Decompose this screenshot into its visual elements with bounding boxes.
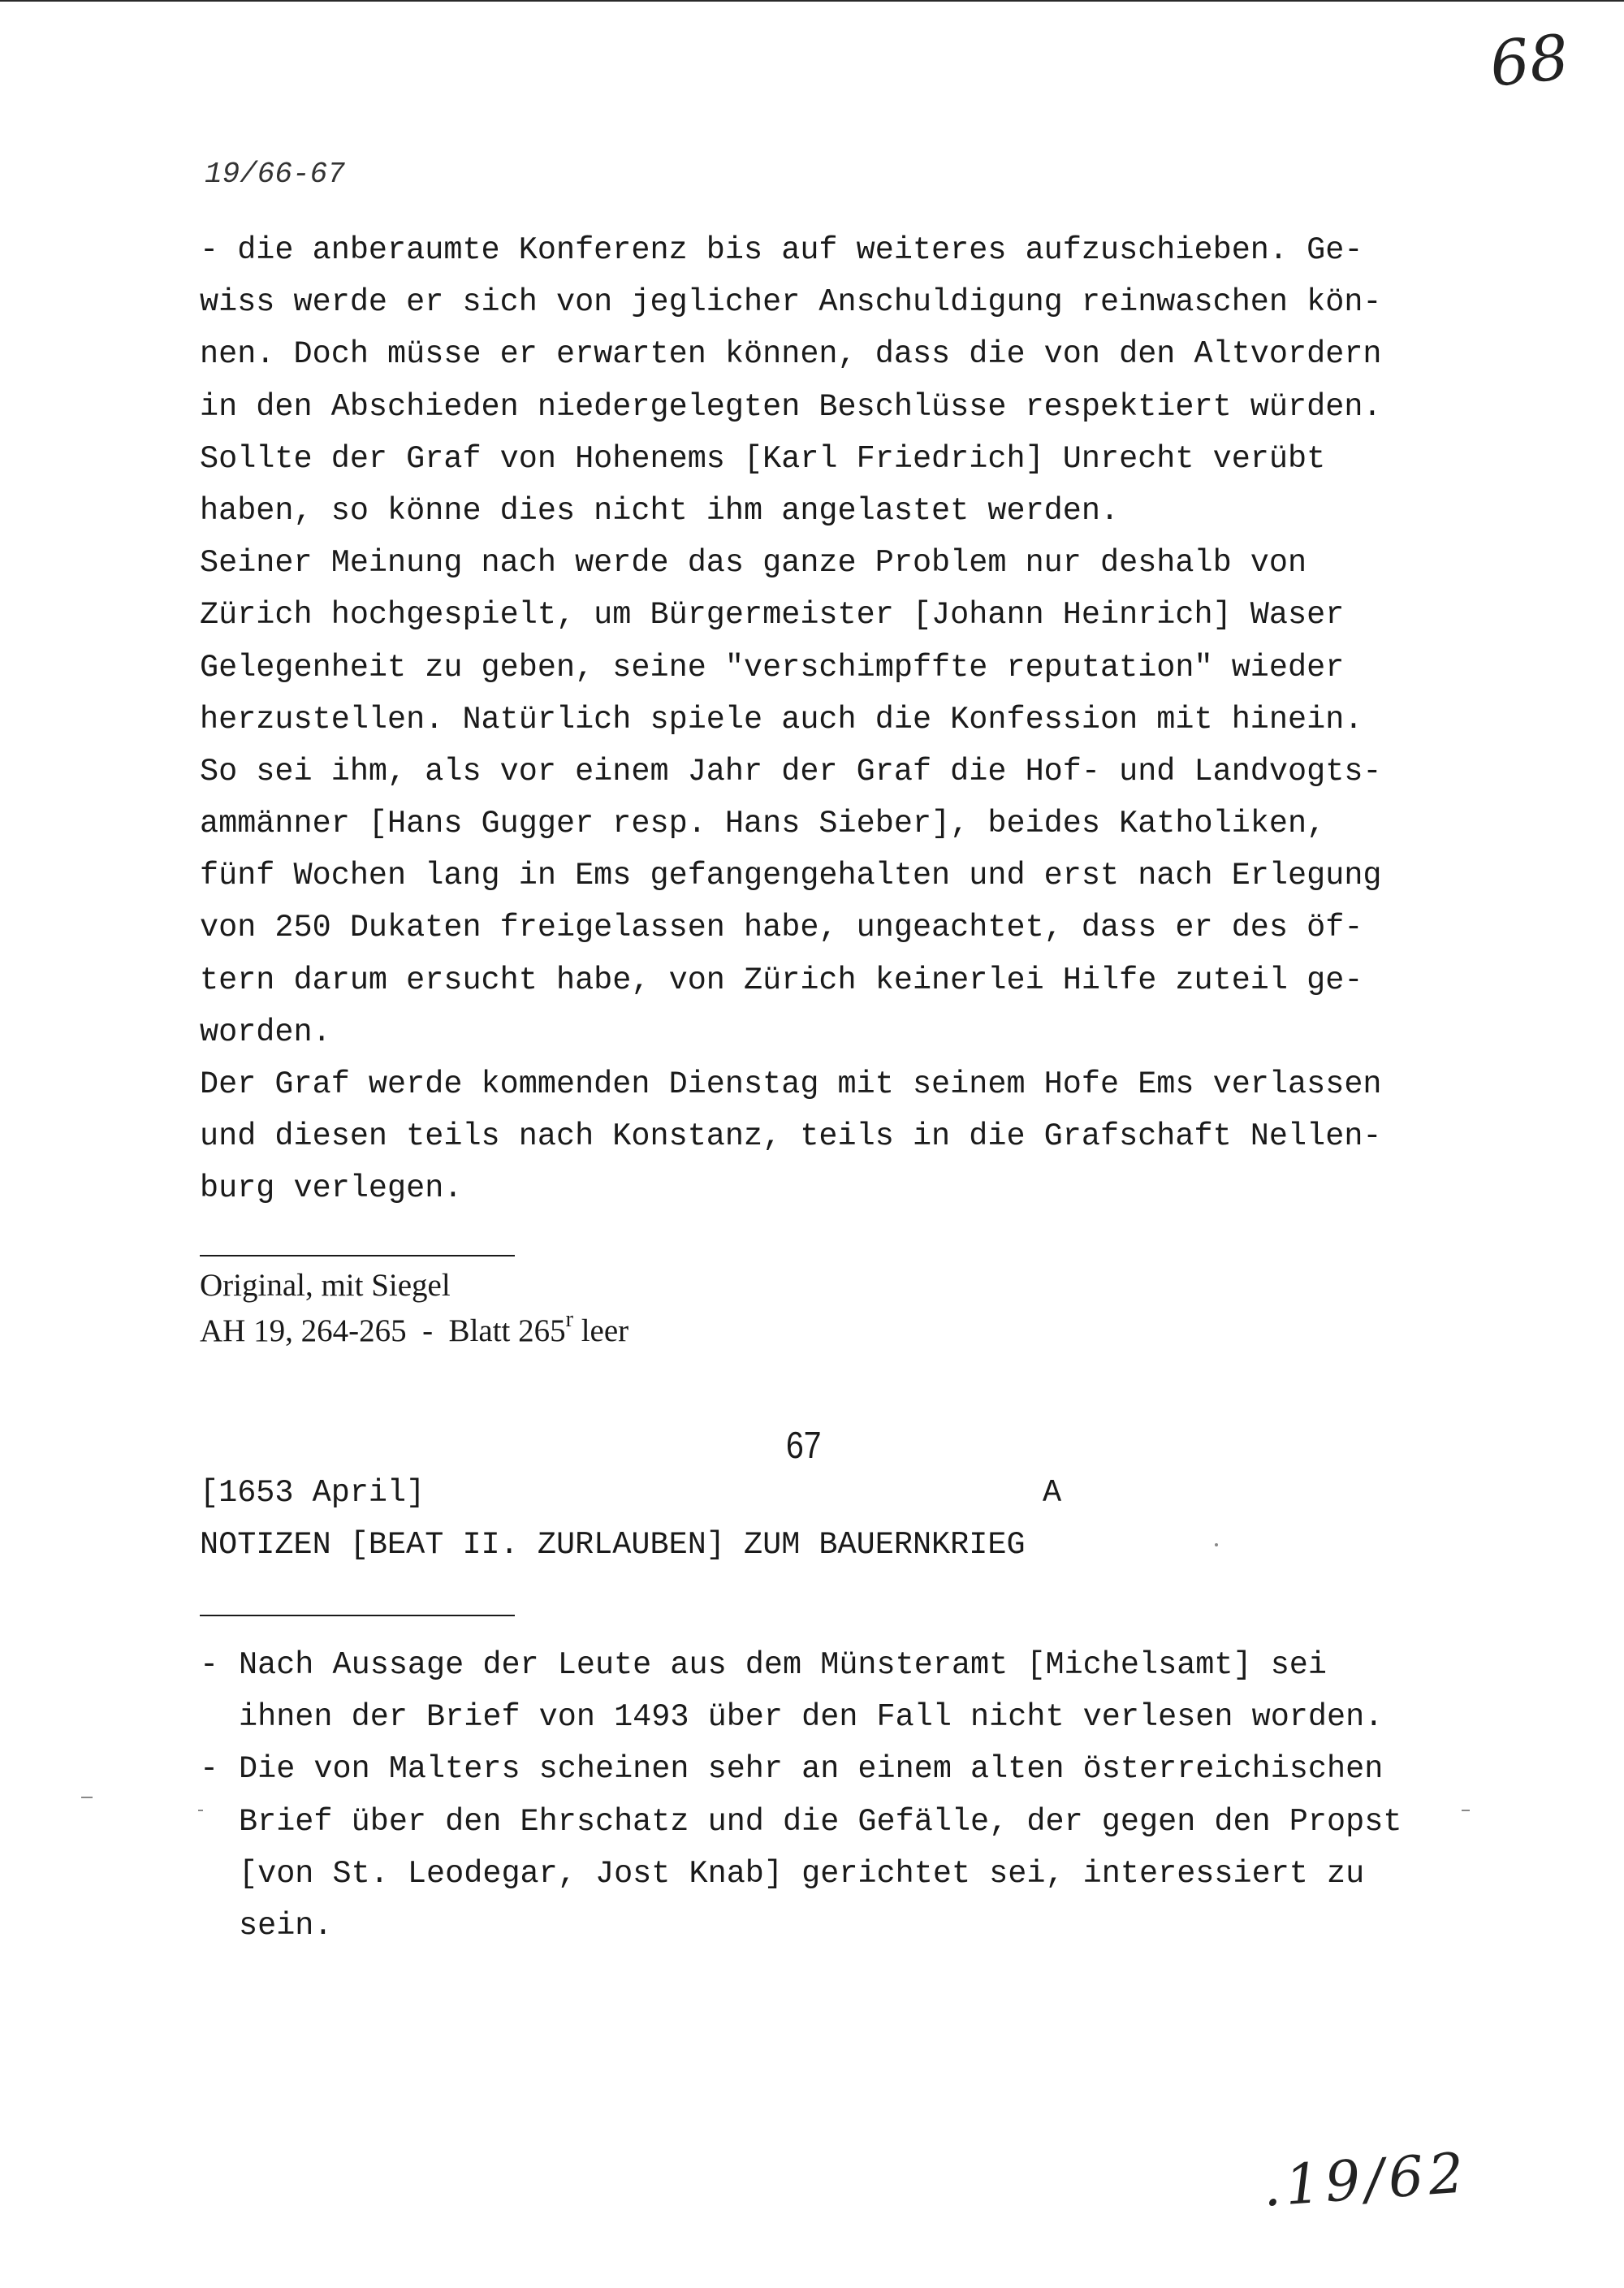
text-line: Brief über den Ehrschatz und die Gefälle, der gegen den Propst — [239, 1803, 1402, 1840]
text-line: von 250 Dukaten freigelassen habe, ungeachtet, dass er des öf- — [200, 910, 1363, 946]
text-line: ihnen der Brief von 1493 über den Fall nicht verlesen worden. — [239, 1699, 1384, 1736]
text-line: ammänner [Hans Gugger resp. Hans Sieber], beides Katholiken, — [200, 806, 1326, 842]
source-note-archive — [200, 1304, 628, 1350]
scan-artifact — [1215, 1543, 1218, 1546]
scan-artifact — [1462, 1810, 1470, 1811]
text-line: Der Graf werde kommenden Dienstag mit seinem Hofe Ems verlassen — [200, 1066, 1382, 1102]
footnote-divider — [200, 1255, 515, 1256]
text-line: nen. Doch müsse er erwarten können, dass die von den Altvordern — [200, 336, 1382, 373]
blank-note: leer — [572, 1313, 629, 1348]
recto-superscript: r — [565, 1307, 573, 1332]
text-line: So sei ihm, als vor einem Jahr der Graf die Hof- und Landvogts- — [200, 753, 1382, 789]
document-number: 67 — [786, 1424, 822, 1466]
list-item — [200, 1743, 1499, 1952]
text-line: haben, so könne dies nicht ihm angelastet werden. — [200, 492, 1120, 529]
text-line: wiss werde er sich von jeglicher Anschuldigung reinwaschen kön- — [200, 284, 1382, 321]
document-date: [1653 April] — [200, 1475, 425, 1511]
text-line: tern darum ersucht habe, von Zürich keinerlei Hilfe zuteil ge- — [200, 962, 1363, 998]
text-line: Die von Malters scheinen sehr an einem alten österreichischen — [239, 1751, 1384, 1788]
list-dash: - — [200, 1751, 219, 1788]
text-line: Zürich hochgespielt, um Bürgermeister [Johann Heinrich] Waser — [200, 597, 1345, 634]
handwritten-page-number: 68 — [1486, 20, 1573, 101]
scan-top-edge — [0, 0, 1624, 2]
continuation-text — [200, 224, 1466, 1215]
text-line: Sollte der Graf von Hohenems [Karl Friedrich] Unrecht verübt — [200, 440, 1326, 477]
list-item — [200, 1639, 1499, 1743]
title-divider — [200, 1615, 515, 1616]
notes-list — [200, 1639, 1499, 1952]
text-line: Nach Aussage der Leute aus dem Münsteramt [Michelsamt] sei — [239, 1647, 1328, 1683]
scan-artifact — [198, 1810, 203, 1811]
text-line: und diesen teils nach Konstanz, teils in die Grafschaft Nellen- — [200, 1118, 1382, 1155]
handwritten-archive-number: .19/62 — [1260, 2141, 1471, 2220]
text-line: fünf Wochen lang in Ems gefangengehalten und erst nach Erlegung — [200, 858, 1382, 894]
text-line: herzustellen. Natürlich spiele auch die Konfession mit hinein. — [200, 701, 1363, 737]
source-note-original: Original, mit Siegel — [200, 1268, 451, 1303]
text-line: Seiner Meinung nach werde das ganze Problem nur deshalb von — [200, 545, 1307, 582]
list-dash: - — [200, 1647, 219, 1683]
text-line: Gelegenheit zu geben, seine "verschimpffte reputation" wieder — [200, 649, 1345, 686]
text-line: in den Abschieden niedergelegten Beschlüsse respektiert würden. — [200, 388, 1382, 425]
text-line: [von St. Leodegar, Jost Knab] gerichtet sei, interessiert zu — [239, 1855, 1365, 1892]
document-title: NOTIZEN [BEAT II. ZURLAUBEN] ZUM BAUERNKRIEG — [200, 1527, 1026, 1563]
text-line: - die anberaumte Konferenz bis auf weiteres aufzuschieben. Ge- — [200, 232, 1363, 268]
scan-artifact — [81, 1797, 93, 1798]
text-line: sein. — [239, 1907, 333, 1944]
document-type-code: A — [1043, 1475, 1062, 1511]
archive-reference: AH 19, 264-265 - Blatt 265 — [200, 1313, 566, 1348]
running-reference: 19/66-67 — [205, 158, 345, 191]
source-note — [200, 1267, 628, 1350]
text-line: burg verlegen. — [200, 1170, 463, 1207]
text-line: worden. — [200, 1014, 331, 1050]
